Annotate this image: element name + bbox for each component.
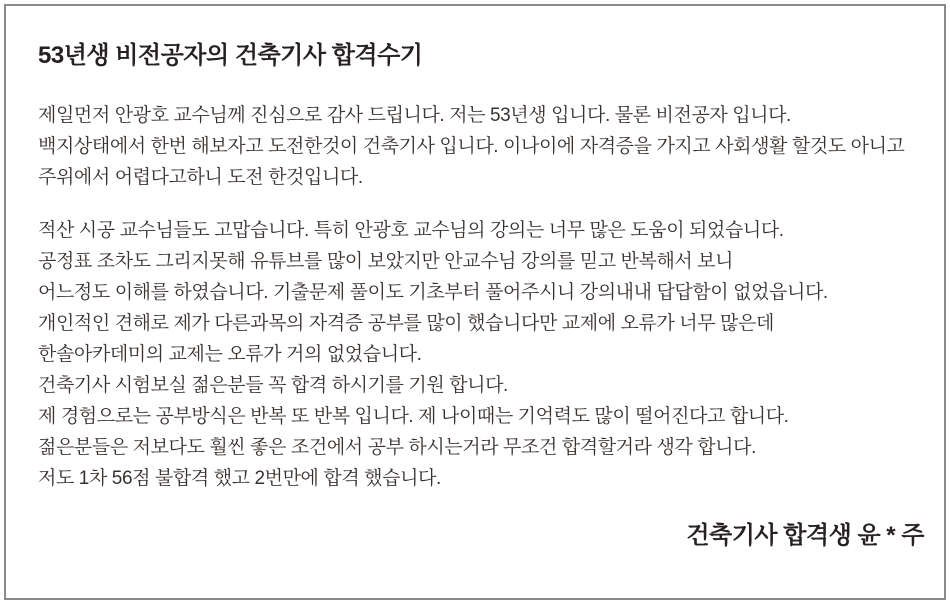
page-title: 53년생 비전공자의 건축기사 합격수기 (38, 42, 423, 69)
text-line: 젊은분들은 저보다도 훨씬 좋은 조건에서 공부 하시는거라 무조건 합격할거라 생각 합니다. (38, 437, 756, 458)
text-line: 저도 1차 56점 불합격 했고 2번만에 합격 했습니다. (38, 468, 441, 489)
paragraph (38, 215, 924, 494)
testimonial-body (38, 100, 924, 494)
paragraph (38, 100, 924, 193)
text-line: 적산 시공 교수님들도 고맙습니다. 특히 안광호 교수님의 강의는 너무 많은 도움이 되었습니다. (38, 220, 784, 241)
text-line: 한솔아카데미의 교제는 오류가 거의 없었습니다. (38, 344, 422, 365)
text-line: 백지상태에서 한번 해보자고 도전한것이 건축기사 입니다. 이나이에 자격증을 가지고 사회생활 할것도 아니고 (38, 136, 905, 157)
text-line: 건축기사 시험보실 젊은분들 꼭 합격 하시기를 기원 합니다. (38, 375, 508, 396)
text-line: 어느정도 이해를 하였습니다. 기출문제 풀이도 기초부터 풀어주시니 강의내내 답답함이 없었읍니다. (38, 282, 828, 303)
text-line: 제일먼저 안광호 교수님께 진심으로 감사 드립니다. 저는 53년생 입니다. 물론 비전공자 입니다. (38, 105, 791, 126)
text-line: 공정표 조차도 그리지못해 유튜브를 많이 보았지만 안교수님 강의를 믿고 반복해서 보니 (38, 251, 734, 272)
text-line: 주위에서 어렵다고하니 도전 한것입니다. (38, 167, 363, 188)
testimonial-page (4, 4, 946, 600)
signature: 건축기사 합격생 윤 * 주 (686, 522, 924, 549)
text-line: 제 경험으로는 공부방식은 반복 또 반복 입니다. 제 나이때는 기억력도 많이 떨어진다고 합니다. (38, 406, 789, 427)
text-line: 개인적인 견해로 제가 다른과목의 자격증 공부를 많이 했습니다만 교제에 오류가 너무 많은데 (38, 313, 774, 334)
